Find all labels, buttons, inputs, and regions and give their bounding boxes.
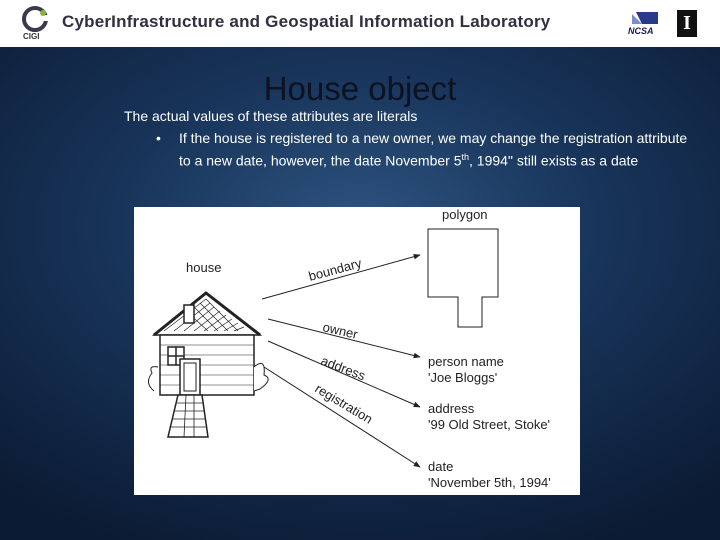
house-object-diagram	[134, 207, 580, 495]
diagram-drawing	[134, 207, 580, 495]
owner-label: owner	[321, 319, 360, 342]
header-title: CyberInfrastructure and Geospatial Information Laboratory	[62, 12, 551, 31]
registration-label: registration	[312, 380, 376, 427]
address-title: address	[428, 401, 475, 416]
date-value: 'November 5th, 1994'	[428, 475, 551, 490]
body-text: The actual values of these attributes are literals	[124, 108, 418, 124]
person-name-label: person name	[428, 354, 504, 369]
polygon-label: polygon	[442, 207, 488, 222]
person-name-value: 'Joe Bloggs'	[428, 370, 498, 385]
house-illustration-icon	[148, 293, 268, 437]
date-title: date	[428, 459, 454, 474]
bullet-text-part-1: If the house is registered to a new owner, we may change the registration attribute to a new date, however, the date November 5	[179, 130, 688, 169]
registration-arrow	[264, 367, 420, 467]
address-label: address	[318, 352, 368, 384]
ncsa-logo-text: NCSA	[628, 26, 654, 36]
polygon-shape	[428, 229, 498, 327]
illinois-logo-icon: I	[677, 10, 697, 37]
address-value: '99 Old Street, Stoke'	[428, 417, 551, 432]
slide-title: House object	[263, 70, 457, 107]
boundary-label: boundary	[306, 255, 364, 284]
house-label: house	[186, 260, 222, 275]
cigi-logo-text: CIGI	[23, 32, 40, 41]
bullet-text-part-2: , 1994" still exists as a date	[469, 152, 639, 169]
bullet-text	[179, 129, 694, 171]
header-bar	[0, 0, 720, 47]
bullet-symbol: •	[156, 130, 161, 146]
bullet-superscript: th	[461, 152, 470, 162]
